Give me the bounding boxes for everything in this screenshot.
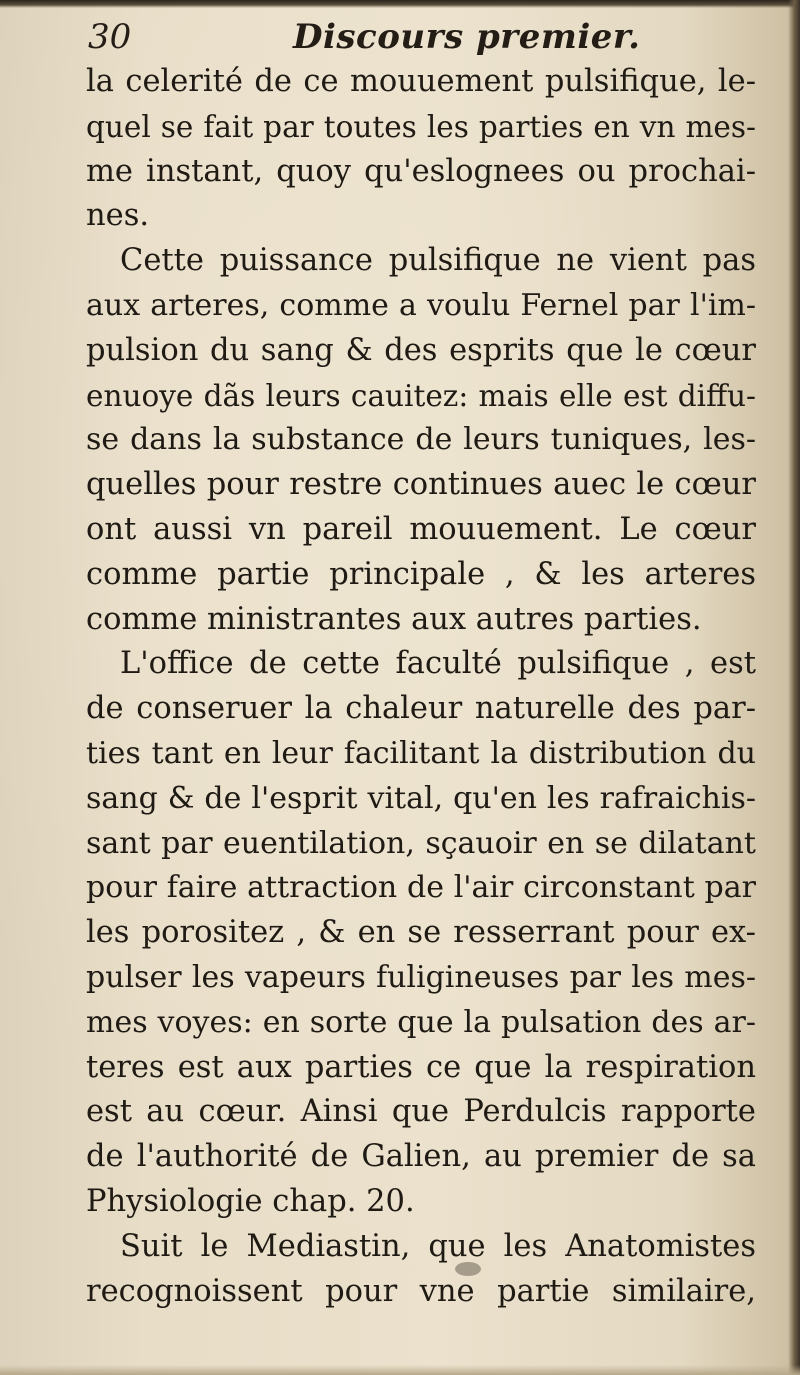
text-line: ties tant en leur facilitant la distribution du — [86, 735, 756, 771]
text-line: comme partie principale , & les arteres — [86, 556, 756, 592]
text-line: pour faire attraction de l'air circonstant par — [86, 870, 756, 906]
text-line: ont aussi vn pareil mouuement. Le cœur — [86, 511, 756, 547]
text-line: pulser les vapeurs fuligineuses par les mes- — [86, 959, 756, 995]
text-line: la celerité de ce mouuement pulsifique, le- — [86, 64, 756, 99]
text-line: nes. — [86, 198, 150, 234]
page-gutter-edge — [788, 0, 800, 1375]
text-line: Cette puissance pulsifique ne vient pas — [120, 243, 756, 279]
text-line: recognoissent pour vne partie similaire, — [86, 1273, 756, 1309]
page-bottom-edge — [0, 1365, 800, 1375]
text-line: me instant, quoy qu'eslognees ou prochai- — [86, 153, 756, 189]
text-line: les porositez , & en se resserrant pour ex- — [86, 915, 756, 951]
body-text — [86, 60, 756, 1314]
text-line: mes voyes: en sorte que la pulsation des ar- — [86, 1004, 756, 1040]
text-line: aux arteres, comme a voulu Fernel par l'im- — [86, 287, 756, 323]
text-line: comme ministrantes aux autres parties. — [86, 601, 702, 637]
text-line: L'office de cette faculté pulsifique , est — [120, 646, 756, 682]
running-header — [88, 16, 728, 58]
text-line: de l'authorité de Galien, au premier de sa — [86, 1139, 756, 1175]
ink-smudge — [455, 1262, 481, 1276]
text-line: se dans la substance de leurs tuniques, les- — [86, 422, 756, 458]
text-line: quelles pour restre continues auec le cœur — [86, 467, 756, 503]
page-number: 30 — [88, 17, 132, 57]
page-top-edge — [0, 0, 800, 8]
text-line: sant par euentilation, sçauoir en se dilatant — [86, 825, 756, 861]
text-line: de conseruer la chaleur naturelle des par- — [86, 691, 756, 727]
text-line: pulsion du sang & des esprits que le cœur — [86, 332, 756, 368]
text-line: est au cœur. Ainsi que Perdulcis rapporte — [86, 1094, 756, 1130]
text-line: quel se fait par toutes les parties en vn mes- — [86, 109, 756, 144]
text-line: sang & de l'esprit vital, qu'en les rafraichis- — [86, 780, 756, 816]
text-line: enuoye dãs leurs cauitez: mais elle est diffu- — [86, 378, 756, 413]
text-line: Suit le Mediastin, que les Anatomistes — [120, 1228, 756, 1264]
running-title: Discours premier. — [293, 17, 641, 57]
text-line: teres est aux parties ce que la respiration — [86, 1049, 756, 1085]
text-line: Physiologie chap. 20. — [86, 1183, 415, 1219]
